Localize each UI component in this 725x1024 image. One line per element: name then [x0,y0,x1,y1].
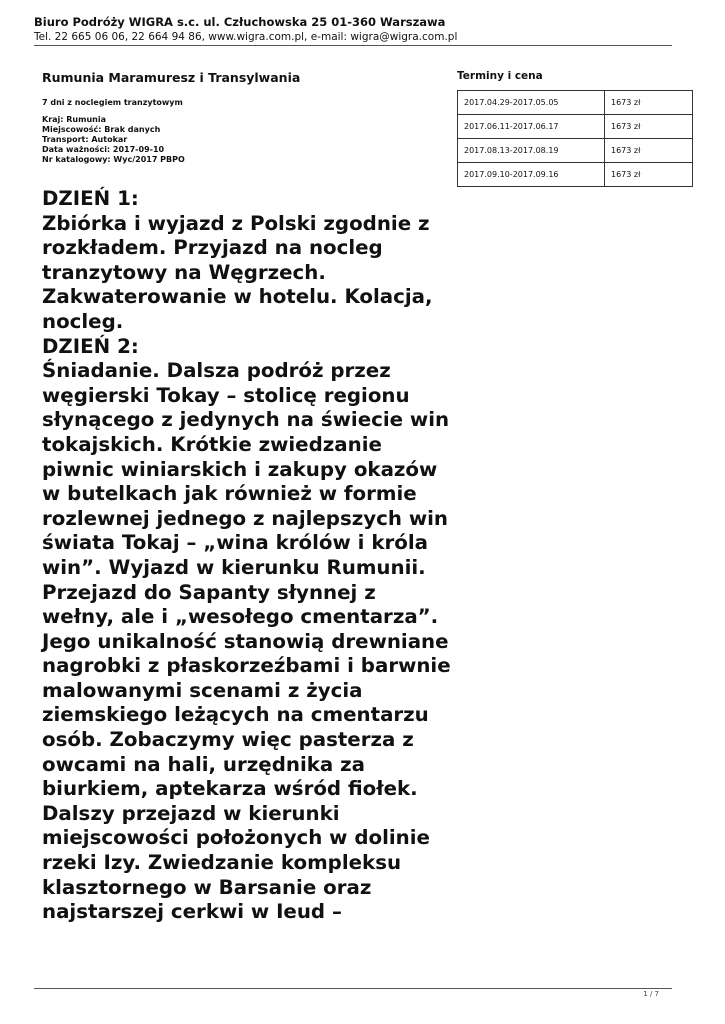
table-row [458,91,693,115]
program-text [42,187,452,925]
term-dates: 2017.09.10-2017.09.16 [458,163,605,187]
day-description: Śniadanie. Dalsza podróż przez węgierski Tokay – stolicę regionu słynącego z jedynych na świecie win tokajskich. Krótkie zwiedzanie piwnic winiarskich i zakupy okazów w butelkach jak również w formie rozlewnej jednego z najlepszych win świata Tokaj – „wina królów i króla win”. Wyjazd w kierunku Rumunii. Przejazd do Sapanty słynnej z wełny, ale i „wesołego cmentarza”. Jego unikalność stanowią drewniane nagrobki z płaskorzeźbami i barwnie malowanymi scenami z życia ziemskiego leżących na cmentarzu osób. Zobaczymy więc pasterza z owcami na hali, urzędnika za biurkiem, aptekarza wśród fiołek. Dalszy przejazd w kierunki miejscowości położonych w dolinie rzeki Izy. Zwiedzanie kompleksu klasztornego w Barsanie oraz najstarszej cerkwi w Ieud – [42,359,451,924]
terms-table [457,90,693,187]
company-line: Biuro Podróży WIGRA s.c. ul. Człuchowska 25 01-360 Warszawa [34,15,446,29]
term-dates: 2017.08.13-2017.08.19 [458,139,605,163]
trip-title: Rumunia Maramuresz i Transylwania [42,70,301,85]
trip-info [42,70,447,165]
term-price: 1673 zł [605,163,693,187]
table-row [458,163,693,187]
term-dates: 2017.04.29-2017.05.05 [458,91,605,115]
detail-catalog-number: Nr katalogowy: Wyc/2017 PBPO [42,155,185,164]
day-heading: DZIEŃ 2: [42,334,139,358]
term-price: 1673 zł [605,115,693,139]
day-description: Zbiórka i wyjazd z Polski zgodnie z rozkładem. Przyjazd na nocleg tranzytowy na Węgrzech. Zakwaterowanie w hotelu. Kolacja, nocleg. [42,211,433,333]
header-divider [34,45,672,46]
term-dates: 2017.06.11-2017.06.17 [458,115,605,139]
terms-panel [457,69,667,187]
document-header [34,15,674,44]
footer-divider [34,988,672,989]
detail-valid-until: Data ważności: 2017-09-10 [42,145,165,154]
term-price: 1673 zł [605,139,693,163]
terms-heading: Terminy i cena [457,70,543,82]
table-row [458,115,693,139]
trip-subtitle: 7 dni z noclegiem tranzytowym [42,98,183,107]
table-row [458,139,693,163]
page-indicator: 1 / 7 [643,990,659,998]
day-heading: DZIEŃ 1: [42,187,139,210]
trip-details [42,115,447,165]
detail-country: Kraj: Rumunia [42,115,106,124]
detail-transport: Transport: Autokar [42,135,128,144]
term-price: 1673 zł [605,91,693,115]
detail-location: Miejscowość: Brak danych [42,125,161,134]
contact-line: Tel. 22 665 06 06, 22 664 94 86, www.wigra.com.pl, e-mail: wigra@wigra.com.pl [34,31,458,43]
